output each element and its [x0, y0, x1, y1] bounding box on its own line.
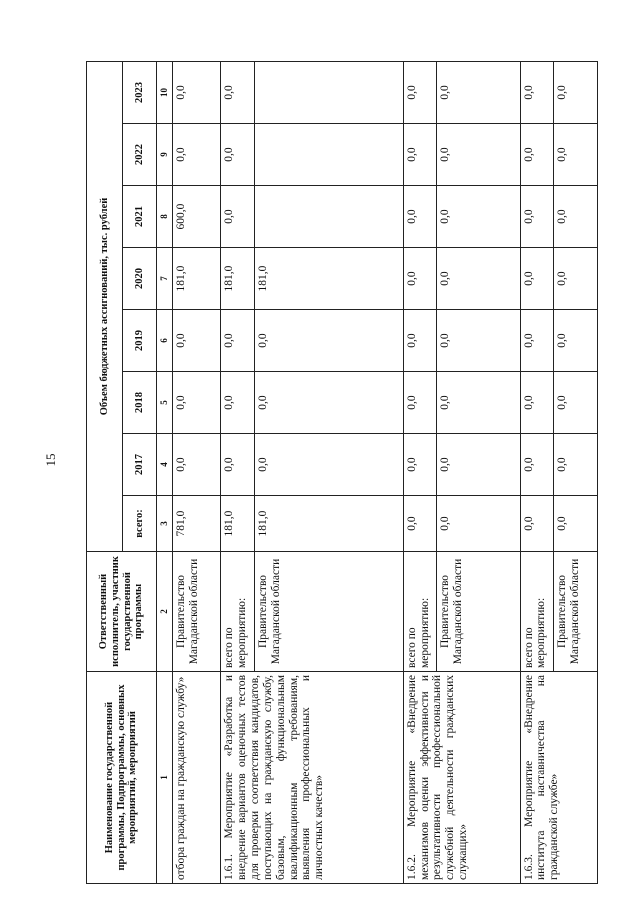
column-index: 3: [157, 496, 173, 552]
column-index: 10: [157, 61, 173, 123]
value-cell: 0,0: [173, 124, 221, 186]
value-cell: [254, 61, 403, 123]
value-cell: 0,0: [403, 434, 437, 496]
value-cell: 0,0: [437, 310, 520, 372]
column-index: 4: [157, 434, 173, 496]
column-index: 1: [157, 672, 173, 884]
value-cell: 0,0: [437, 434, 520, 496]
value-cell: 0,0: [437, 124, 520, 186]
value-cell: 0,0: [554, 434, 598, 496]
table-row: [173, 61, 221, 883]
value-cell: 0,0: [520, 372, 554, 434]
row-executor: Правительство Магаданской области: [437, 552, 520, 672]
header-name: Наименование государственной программы, Подпрограммы, основных мероприятий, мероприятий: [87, 672, 157, 884]
value-cell: 0,0: [403, 248, 437, 310]
column-index: 9: [157, 124, 173, 186]
row-executor: Правительство Магаданской области: [554, 552, 598, 672]
value-cell: 0,0: [221, 434, 255, 496]
value-cell: 0,0: [254, 310, 403, 372]
value-cell: 0,0: [437, 496, 520, 552]
value-cell: 0,0: [520, 434, 554, 496]
table-row: [520, 61, 554, 883]
value-cell: 0,0: [437, 186, 520, 248]
value-cell: 0,0: [554, 248, 598, 310]
value-cell: 0,0: [437, 61, 520, 123]
value-cell: 0,0: [403, 186, 437, 248]
table-row: [221, 61, 255, 883]
value-cell: 0,0: [173, 61, 221, 123]
budget-table: [86, 61, 598, 884]
rotated-table-sheet: [86, 62, 598, 884]
header-year: 2021: [123, 186, 157, 248]
value-cell: 0,0: [403, 372, 437, 434]
header-year: 2018: [123, 372, 157, 434]
header-year: 2023: [123, 61, 157, 123]
header-budget-group: Объем бюджетных ассигнований, тыс. рублей: [87, 61, 123, 551]
value-cell: 0,0: [520, 124, 554, 186]
value-cell: 0,0: [520, 248, 554, 310]
value-cell: 181,0: [221, 248, 255, 310]
table-row: [403, 61, 437, 883]
value-cell: 0,0: [437, 372, 520, 434]
value-cell: 0,0: [520, 186, 554, 248]
value-cell: 181,0: [254, 248, 403, 310]
value-cell: 781,0: [173, 496, 221, 552]
value-cell: 0,0: [554, 496, 598, 552]
value-cell: 181,0: [173, 248, 221, 310]
value-cell: 0,0: [437, 248, 520, 310]
row-name: 1.6.1. Мероприятие «Разработка и внедрение вариантов оценочных тестов для проверки соответствия кандидатов, поступающих на гражданскую службу, базовым, функциональным квалификационным требованиям, выявления профессиональных и личностных качеств»: [221, 672, 404, 884]
page-number: 15: [43, 453, 58, 467]
value-cell: 181,0: [254, 496, 403, 552]
column-index: 8: [157, 186, 173, 248]
value-cell: 181,0: [221, 496, 255, 552]
value-cell: 0,0: [554, 61, 598, 123]
header-year: 2022: [123, 124, 157, 186]
value-cell: 0,0: [221, 372, 255, 434]
value-cell: 0,0: [554, 372, 598, 434]
header-year: 2019: [123, 310, 157, 372]
row-executor: Правительство Магаданской области: [173, 552, 221, 672]
value-cell: 0,0: [173, 372, 221, 434]
row-executor: всего по мероприятию:: [403, 552, 437, 672]
value-cell: 0,0: [554, 186, 598, 248]
header-executor: Ответственный исполнитель, участник государственной программы: [87, 552, 157, 672]
value-cell: 0,0: [254, 434, 403, 496]
value-cell: 0,0: [221, 186, 255, 248]
value-cell: 0,0: [173, 310, 221, 372]
value-cell: [254, 124, 403, 186]
value-cell: [254, 186, 403, 248]
value-cell: 0,0: [554, 124, 598, 186]
value-cell: 0,0: [403, 124, 437, 186]
value-cell: 0,0: [254, 372, 403, 434]
row-name: отбора граждан на гражданскую службу»: [173, 672, 221, 884]
value-cell: 0,0: [520, 496, 554, 552]
value-cell: 0,0: [554, 310, 598, 372]
value-cell: 0,0: [403, 310, 437, 372]
value-cell: 0,0: [403, 61, 437, 123]
column-index: 7: [157, 248, 173, 310]
column-index: 5: [157, 372, 173, 434]
header-year: 2020: [123, 248, 157, 310]
value-cell: 0,0: [221, 61, 255, 123]
row-executor: всего по мероприятию:: [221, 552, 255, 672]
value-cell: 600,0: [173, 186, 221, 248]
column-index: 6: [157, 310, 173, 372]
header-year: 2017: [123, 434, 157, 496]
row-executor: Правительство Магаданской области: [254, 552, 403, 672]
value-cell: 0,0: [173, 434, 221, 496]
row-name: 1.6.3. Мероприятие «Внедрение института наставничества на гражданской службе»: [520, 672, 597, 884]
header-total: всего:: [123, 496, 157, 552]
value-cell: 0,0: [221, 124, 255, 186]
row-name: 1.6.2. Мероприятие «Внедрение механизмов оценки эффективности и результативности профессиональной служебной деятельности гражданских служащих»: [403, 672, 520, 884]
row-executor: всего по мероприятию:: [520, 552, 554, 672]
value-cell: 0,0: [403, 496, 437, 552]
value-cell: 0,0: [221, 310, 255, 372]
column-index: 2: [157, 552, 173, 672]
value-cell: 0,0: [520, 310, 554, 372]
value-cell: 0,0: [520, 61, 554, 123]
